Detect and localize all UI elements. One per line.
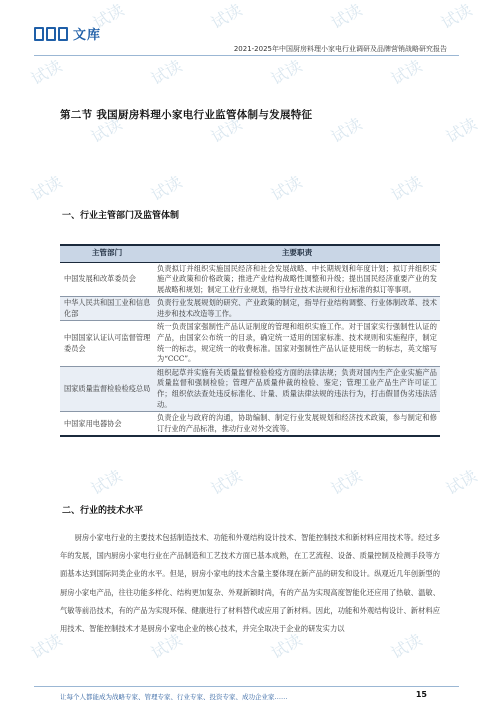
table-row	[60, 297, 440, 321]
watermark: 试读	[147, 56, 186, 89]
dept-cell: 中国国家认证认可监督管理委员会	[60, 321, 154, 366]
watermark: 试读	[207, 114, 246, 147]
regulator-table	[60, 244, 440, 437]
watermark: 试读	[87, 466, 126, 499]
watermark: 试读	[27, 172, 66, 205]
header-doc-title: 2021-2025年中国厨房料理小家电行业调研及品牌营销战略研究报告	[233, 45, 447, 53]
watermark: 试读	[267, 56, 306, 89]
watermark: 试读	[327, 114, 366, 147]
duty-cell: 负责拟订并组织实施国民经济和社会发展战略、中长期规划和年度计划；拟订并组织实施产业政策和价格政策；推进产业结构战略性调整和升级；提出国民经济重要产业的发展战略和规划；制定工业行业规划，指导行业技术法规和行业标准的拟订等事项。	[154, 262, 440, 297]
watermark: 试读	[147, 630, 186, 663]
table-row	[60, 262, 440, 297]
watermark: 试读	[89, 0, 128, 33]
subsection-title-regulators: 一、行业主管部门及监管体制	[62, 211, 180, 221]
col-header-duty: 主要职责	[154, 245, 440, 262]
table-row	[60, 321, 440, 366]
watermark: 试读	[327, 0, 366, 33]
watermark: 试读	[87, 114, 126, 147]
col-header-dept: 主管部门	[60, 245, 154, 262]
watermark: 试读	[27, 56, 66, 89]
page-header	[0, 0, 499, 60]
watermark: 试读	[387, 172, 426, 205]
footer-divider	[34, 686, 459, 687]
dept-cell: 中华人民共和国工业和信息化部	[60, 297, 154, 321]
duty-cell: 组织起草并实施有关质量监督检验检疫方面的法律法规；负责对国内生产企业实施产品质量监督和强制检验；管理产品质量仲裁的检验、鉴定；管理工业产品生产许可证工作；组织依法查处违反标准化、计量、质量法律法规的违法行为，打击假冒伪劣违法活动。	[154, 366, 440, 411]
watermark: 试读	[27, 630, 66, 663]
watermark: 试读	[387, 56, 426, 89]
table-header-row	[60, 245, 440, 262]
dept-cell: 中国发展和改革委员会	[60, 262, 154, 297]
watermark: 试读	[442, 466, 481, 499]
logo-text: 文库	[73, 28, 102, 43]
watermark: 试读	[207, 466, 246, 499]
table-row	[60, 366, 440, 411]
footer-slogan: 让每个人都能成为战略专家、管理专家、行业专家、投资专家、成功企业家……	[60, 693, 288, 701]
watermark: 试读	[387, 630, 426, 663]
watermark: 试读	[437, 0, 476, 33]
watermark: 试读	[442, 114, 481, 147]
table-row	[60, 412, 440, 437]
duty-cell: 负责行业发展规划的研究、产业政策的制定，指导行业结构调整、行业体制改革、技术进步和技术改造等工作。	[154, 297, 440, 321]
watermark: 试读	[267, 630, 306, 663]
watermark: 试读	[147, 172, 186, 205]
page-number: 15	[415, 690, 427, 699]
duty-cell: 负责企业与政府的沟通，协助编制、制定行业发展规划和经济技术政策，参与制定和修订行业的产品标准，推动行业对外交流等。	[154, 412, 440, 437]
duty-cell: 统一负责国家强制性产品认证制度的管理和组织实施工作。对于国家实行强制性认证的产品，由国家公布统一的目录，确定统一适用的国家标准、技术规则和实施程序，制定统一的标志，规定统一的收费标准。国家对强制性产品认证使用统一的标志，英文缩写为“CCC”。	[154, 321, 440, 366]
logo	[34, 24, 101, 43]
watermark: 试读	[327, 466, 366, 499]
body-paragraph: 厨房小家电行业的主要技术包括制造技术、功能和外观结构设计技术、智能控制技术和新材料应用技术等。经过多年的发展，国内厨房小家电行业在产品制造和工艺技术方面已基本成熟，在工艺流程、设备、质量控制及检测手段等方面基本达到国际同类企业的水平。但是，厨房小家电的技术含量主要体现在新产品的研发和设计。纵观近几年创新型的厨房小家电产品，往往功能多样化、结构更加复杂、外观新颖时尚，有的产品为实现高度智能化还应用了热敏、温敏、气敏等前沿技术，有的产品为实现环保、健康进行了材料替代或应用了新材料。因此，功能和外观结构设计、新材料应用技术、智能控制技术才是厨房小家电企业的核心技术，并完全取决于企业的研发实力以	[60, 533, 440, 634]
section-title: 第二节 我国厨房料理小家电行业监管体制与发展特征	[60, 109, 313, 121]
page-footer	[0, 686, 499, 706]
subsection-title-tech: 二、行业的技术水平	[62, 506, 144, 516]
header-divider	[34, 55, 459, 56]
dept-cell: 国家质量监督检验检疫总局	[60, 366, 154, 411]
watermark: 试读	[207, 0, 246, 33]
dept-cell: 中国家用电器协会	[60, 412, 154, 437]
logo-icon	[34, 27, 68, 41]
watermark: 试读	[267, 172, 306, 205]
